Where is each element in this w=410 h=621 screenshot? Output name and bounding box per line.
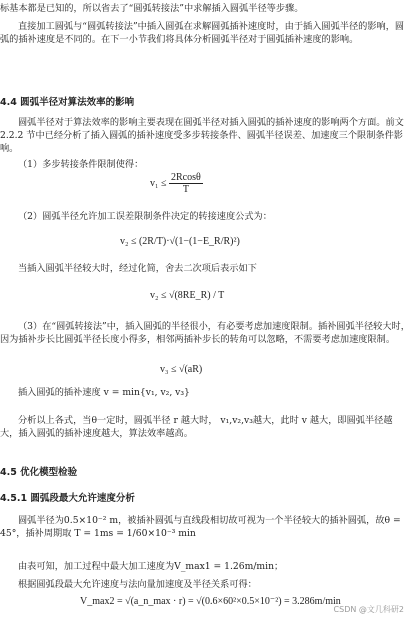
list-item-2: （2）圆弧半径允许加工误差限制条件决定的转接速度公式为： [18, 211, 272, 222]
equation-v2-simplified: v₂ ≤ √(8RE_R) / T [150, 290, 225, 301]
equation-v1-numerator: 2Rcosθ [170, 172, 201, 183]
equation-v1 [150, 172, 203, 195]
equation-v3: v₃ ≤ √(aR) [160, 364, 203, 375]
equation-v1-lhs: v₁ ≤ [150, 177, 167, 189]
paragraph-vmax1: 由表可知，加工过程中最大加工速度为V_max1 = 1.26m/min； [18, 561, 284, 572]
paragraph-vmax2-intro: 根据圆弧段最大允许速度与法向量加速度及半径关系可得： [18, 579, 257, 590]
paragraph-intro: 直接加工圆弧与“圆弧转接法”中插入圆弧在求解圆弧插补速度时，由于插入圆弧半径的影响，圆弧的插补速度是不同的。在下一小节我们将具体分析圆弧半径对于圆弧插补速度的影响。 [0, 21, 405, 45]
section-heading-4-4: 4.4 圆弧半径对算法效率的影响 [0, 97, 135, 108]
list-item-3: （3）在“圆弧转接法”中，插入圆弧的半径很小，有必要考虑加速度限制。插补圆弧半径较大时，因为插补步长比圆弧半径长度小得多，相邻两插补步长的转角可以忽略，不需要考虑加速度限制。 [0, 321, 410, 345]
equation-v1-fraction [169, 172, 203, 195]
paragraph-analysis: 分析以上各式，当θ一定时，圆弧半径 r 越大时， v₁,v₂,v₃越大，此时 v 越大，即圆弧半径越大，插入圆弧的插补速度越大，算法效率越高。 [0, 415, 393, 439]
paragraph-4-5-1: 圆弧半径为0.5×10⁻² m，被插补圆弧与直线段相切故可视为一个半径较大的插补圆弧，故θ = 45°，插补周期取 T = 1ms = 1/60×10⁻³ min [0, 515, 401, 539]
paragraph-4-4: 圆弧半径对于算法效率的影响主要表现在圆弧半径对插入圆弧的插补速度的影响两个方面。前文 2.2.2 节中已经分析了插入圆弧的插补速度受多步转接条件、圆弧半径误差、加速度三个限制条件影响。 [0, 117, 404, 154]
list-item-1: （1）多步转接条件限制使得： [18, 159, 144, 170]
section-heading-4-5: 4.5 优化模型检验 [0, 467, 78, 478]
section-heading-4-5-1: 4.5.1 圆弧段最大允许速度分析 [0, 493, 135, 504]
paragraph-top: 标基本都是已知的，所以省去了“圆弧转接法”中求解插入圆弧半径等步骤。 [0, 3, 304, 14]
equation-v2: v₂ ≤ (2R/T)·√(1−(1−E_R/R)²) [120, 236, 240, 247]
paragraph-large-radius: 当插入圆弧半径较大时，经过化简，舍去二次项后表示如下 [18, 263, 257, 274]
watermark: CSDN @文几科研2 [333, 605, 404, 614]
equation-v1-denominator: T [182, 184, 189, 195]
equation-vmax2: V_max2 = √(a_n_max · r) = √(0.6×60²×0.5×10⁻²) = 3.286m/min [80, 596, 341, 607]
paragraph-speed: 插入圆弧的插补速度 v = min{v₁, v₂, v₃} [18, 387, 190, 398]
